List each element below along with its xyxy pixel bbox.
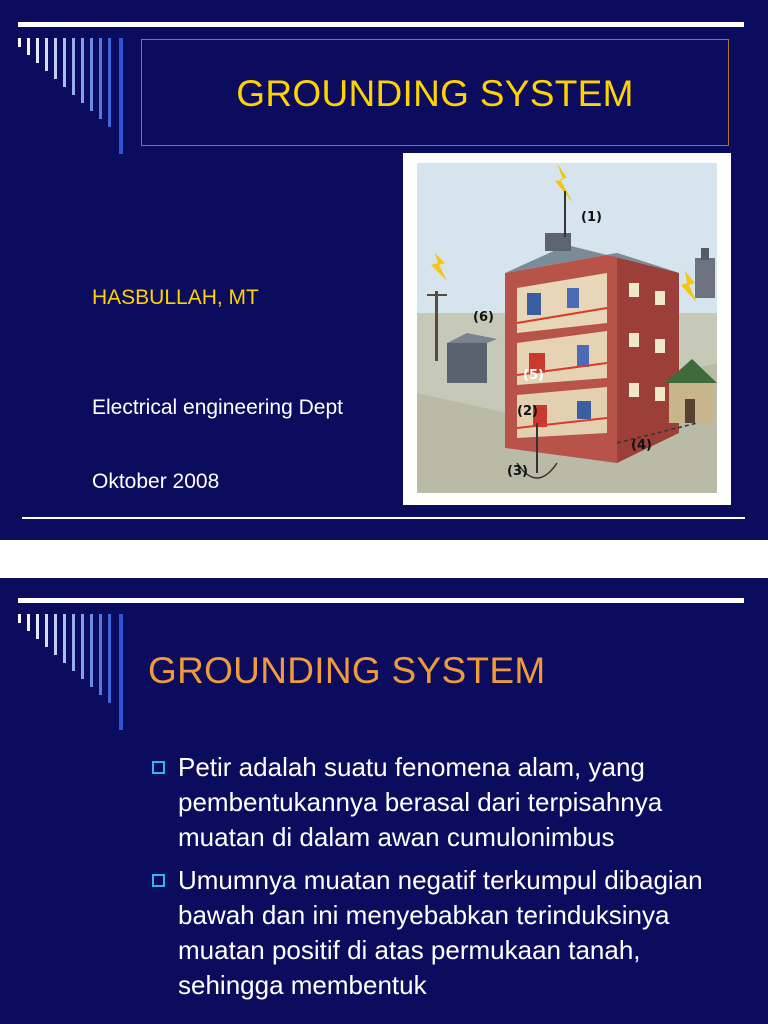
slide-title: GROUNDING SYSTEM (236, 73, 634, 114)
figure-label: (2) (517, 404, 538, 419)
bullet-item (150, 863, 750, 1003)
figure-label: (6) (473, 310, 494, 325)
author-name: HASBULLAH, MT (92, 286, 259, 309)
bullet-list (150, 750, 750, 1011)
stripe-decoration (18, 612, 128, 732)
figure-label: (4) (631, 438, 652, 453)
bullet-text: Umumnya muatan negatif terkumpul dibagian bawah dan ini menyebabkan terinduksinya muatan positif di atas permukaan tanah, sehingga membentuk (178, 865, 703, 1000)
presentation-date: Oktober 2008 (92, 470, 220, 493)
stripe-decoration (18, 36, 128, 156)
top-rule (18, 22, 744, 27)
department: Electrical engineering Dept (92, 396, 343, 419)
figure-label: (3) (507, 464, 528, 479)
figure-label: (5) (523, 368, 544, 383)
top-rule (18, 598, 744, 603)
bullet-text: Petir adalah suatu fenomena alam, yang pembentukannya berasal dari terpisahnya muatan di dalam awan cumulonimbus (178, 752, 677, 852)
figure-label: (1) (581, 210, 602, 225)
grounding-illustration (403, 153, 731, 505)
slide-title: GROUNDING SYSTEM (148, 650, 546, 691)
square-bullet-icon (152, 761, 165, 774)
slide-2 (0, 578, 768, 1024)
bullet-item (150, 750, 750, 855)
bottom-rule (22, 517, 745, 519)
building-grounding-diagram (417, 163, 717, 493)
square-bullet-icon (152, 874, 165, 887)
title-frame (141, 39, 729, 146)
